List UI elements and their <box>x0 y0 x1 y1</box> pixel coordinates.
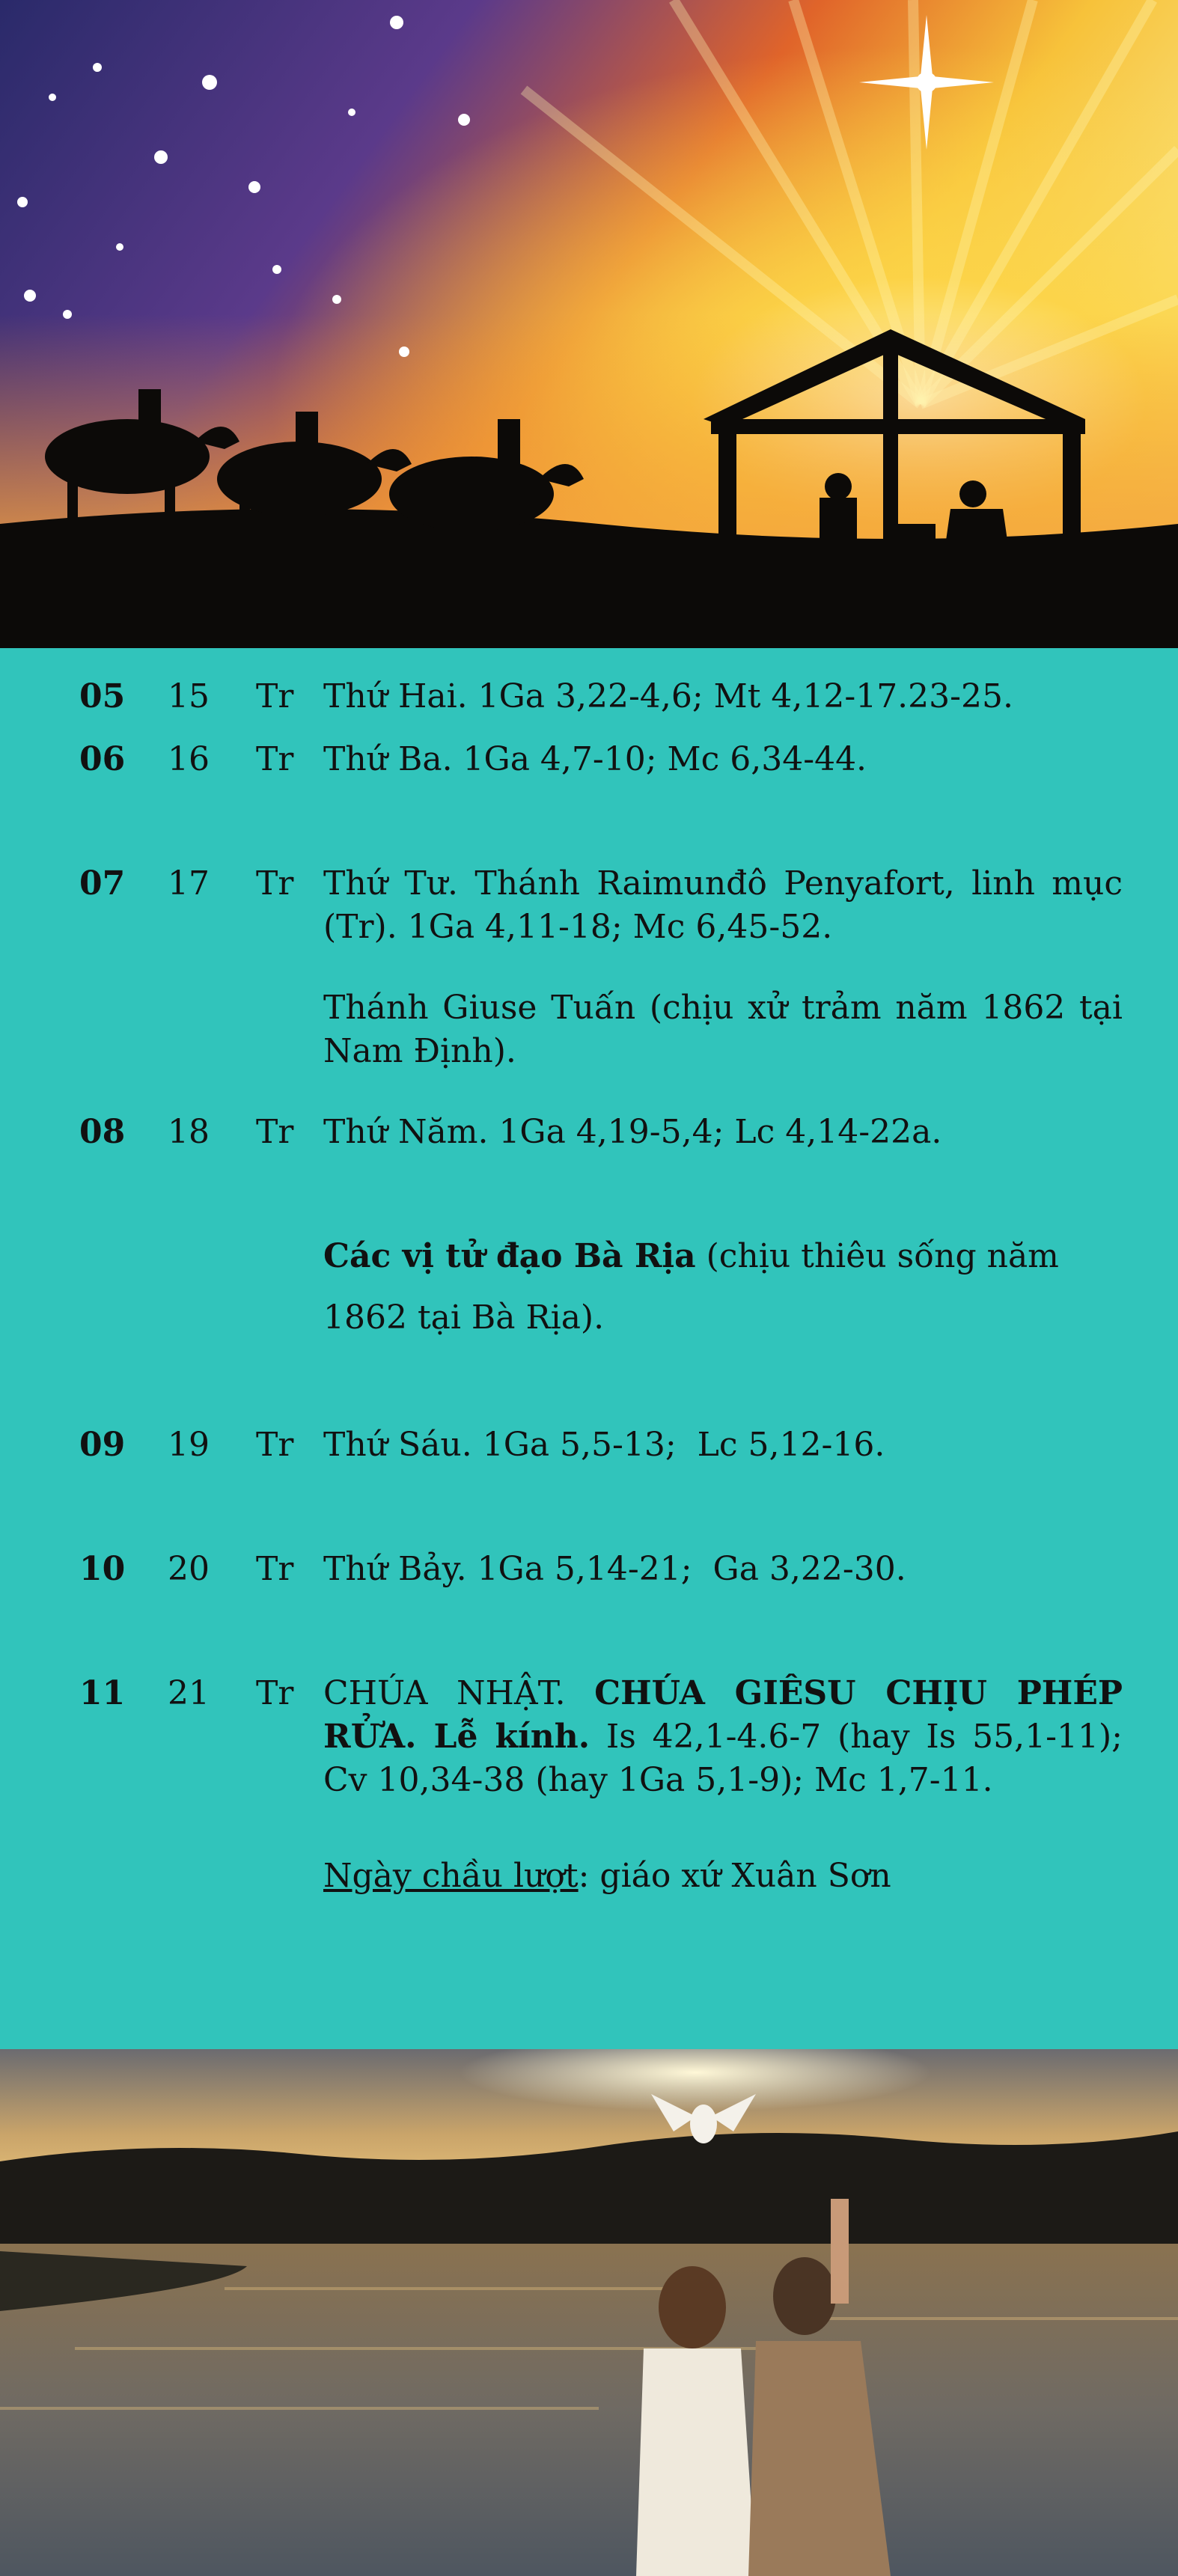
entry-text-prefix: CHÚA NHẬT. <box>323 1674 595 1712</box>
entry-text: Thứ Sáu. 1Ga 5,5-13; Lc 5,12-16. <box>323 1426 885 1464</box>
entry-text: Thứ Tư. Thánh Raimunđô Penyafort, linh mục (Tr). 1Ga 4,11-18; Mc 6,45-52. <box>323 864 1123 946</box>
liturgical-color: Tr <box>256 677 294 715</box>
liturgical-color: Tr <box>256 1113 294 1151</box>
martyrs-note <box>323 1235 1123 1278</box>
day-number: 08 <box>79 1113 126 1151</box>
liturgical-color: Tr <box>256 864 294 903</box>
lunar-day: 18 <box>168 1113 210 1151</box>
saint-note: Thánh Giuse Tuấn (chịu xử trảm năm 1862 tại Nam Định). <box>323 989 1123 1070</box>
entry-text <box>323 1672 1123 1802</box>
lunar-day: 15 <box>168 677 210 715</box>
lunar-day: 17 <box>168 864 210 903</box>
nativity-banner-image <box>0 0 1178 648</box>
entry-text: Thứ Bảy. 1Ga 5,14-21; Ga 3,22-30. <box>323 1550 906 1588</box>
baptism-banner-image <box>0 2049 1178 2576</box>
entry-text: Thứ Ba. 1Ga 4,7-10; Mc 6,34-44. <box>323 740 867 778</box>
liturgical-color: Tr <box>256 1674 294 1712</box>
lunar-day: 20 <box>168 1550 210 1588</box>
lunar-day: 19 <box>168 1426 210 1464</box>
day-number: 07 <box>79 864 126 903</box>
martyrs-note-bold: Các vị tử đạo Bà Rịa <box>323 1237 696 1275</box>
lunar-day: 21 <box>168 1674 210 1712</box>
martyrs-note-line2: 1862 tại Bà Rịa). <box>323 1298 605 1337</box>
adoration-note <box>323 1855 1123 1898</box>
adoration-label: Ngày chầu lượt <box>323 1857 579 1895</box>
feast-title: CHÚA GIÊSU CHỊU PHÉP RỬA. Lễ kính. <box>323 1674 1123 1756</box>
day-number: 09 <box>79 1426 126 1464</box>
day-number: 11 <box>79 1674 126 1712</box>
day-number: 06 <box>79 740 126 778</box>
day-number: 10 <box>79 1550 126 1588</box>
entry-readings: Is 42,1-4.6-7 (hay Is 55,1-11); Cv 10,34-38 (hay 1Ga 5,1-9); Mc 1,7-11. <box>323 1718 1123 1799</box>
day-number: 05 <box>79 677 126 715</box>
entry-text: Thứ Năm. 1Ga 4,19-5,4; Lc 4,14-22a. <box>323 1113 942 1151</box>
lunar-day: 16 <box>168 740 210 778</box>
liturgical-color: Tr <box>256 1426 294 1464</box>
liturgical-color: Tr <box>256 740 294 778</box>
liturgical-color: Tr <box>256 1550 294 1588</box>
liturgical-calendar-panel <box>0 648 1178 2049</box>
martyrs-note-rest: (chịu thiêu sống năm <box>695 1237 1059 1275</box>
adoration-parish: : giáo xứ Xuân Sơn <box>578 1857 891 1895</box>
entry-text: Thứ Hai. 1Ga 3,22-4,6; Mt 4,12-17.23-25. <box>323 677 1014 715</box>
